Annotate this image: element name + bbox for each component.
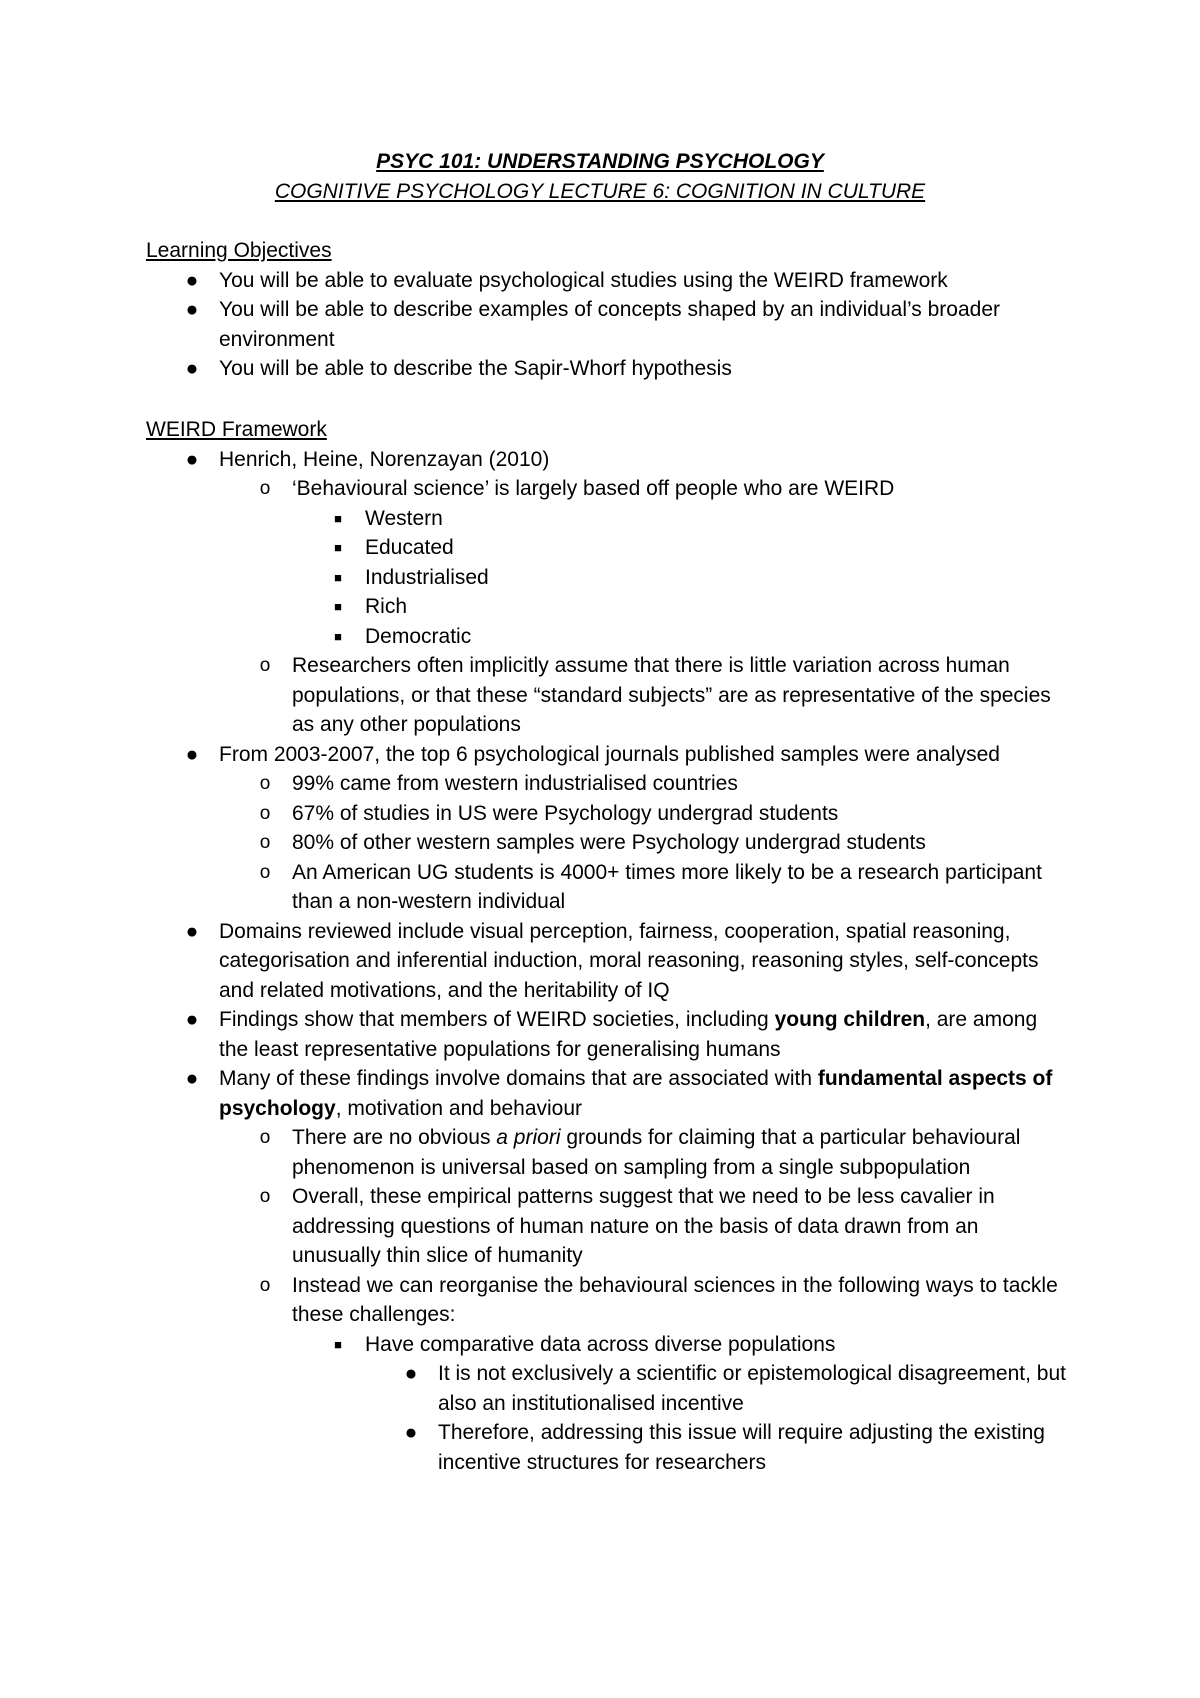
weird-list — [146, 445, 1066, 1478]
list-item: o 99% came from western industrialised countries — [292, 769, 1066, 799]
list-item: o An American UG students is 4000+ times more likely to be a research participant than a non-western individual — [292, 858, 1066, 917]
learning-objectives-heading: Learning Objectives — [146, 239, 332, 262]
list-item: o Instead we can reorganise the behavioural sciences in the following ways to tackle these challenges: ■ Have comparative data across diverse populations ● It is not exclusively a scientific or epistemological disagreement, but also an institutionalised incentive ● Therefore, addressing this issue will require adjusting the existing incentive structures for researchers — [292, 1271, 1066, 1478]
list-item: ● You will be able to describe the Sapir-Whorf hypothesis — [219, 354, 1066, 384]
square-bullet-icon: ■ — [334, 599, 342, 614]
list-item: ■ Democratic — [365, 622, 1066, 652]
list-item: ■ Rich — [365, 592, 1066, 622]
bullet-icon: ● — [185, 268, 199, 292]
bullet-icon: ● — [185, 1067, 199, 1090]
bullet-icon: ● — [404, 1421, 418, 1444]
list-item: ● Henrich, Heine, Norenzayan (2010) o ‘Behavioural science’ is largely based off people who are WEIRD ■ Western ■ Educated ■ Industrialised ■ Rich ■ Democratic o Researchers often implicitly assume that there is little variation across human populations, or that these “standard subjects” are as representative of the species as any other populations — [219, 445, 1066, 740]
bullet-icon: ● — [185, 1008, 199, 1031]
bullet-icon: ● — [185, 357, 199, 380]
list-item: ● Many of these findings involve domains that are associated with fundamental aspects of psychology, motivation and behaviour o There are no obvious a priori grounds for claiming that a particular behavioural phenomenon is universal based on sampling from a single subpopulation o Overall, these empirical patterns suggest that we need to be less cavalier in addressing questions of human nature on the basis of data drawn from an unusually thin slice of humanity o Instead we can reorganise the behavioural sciences in the following ways to tackle these challenges: ■ Have comparative data across diverse populations ● It is not exclusively a scientific or epistemological disagreement, but also an institutionalised incentive ● Therefore, addressing this issue will require adjusting the existing incentive structures for researchers — [219, 1064, 1066, 1477]
square-bullet-icon: ■ — [334, 569, 342, 585]
weird-framework-section — [146, 415, 1066, 1477]
list-item: ■ Industrialised — [365, 563, 1066, 593]
circle-bullet-icon: o — [259, 861, 271, 883]
list-item: ● From 2003-2007, the top 6 psychological journals published samples were analysed o 99% came from western industrialised countries o 67% of studies in US were Psychology undergrad students o 80% of other western samples were Psychology undergrad students o An American UG students is 4000+ times more likely to be a research participant than a non-western individual — [219, 740, 1066, 917]
bullet-icon: ● — [185, 447, 199, 471]
list-item: o Researchers often implicitly assume that there is little variation across human populations, or that these “standard subjects” are as representative of the species as any other populations — [292, 651, 1066, 740]
list-item: ● You will be able to evaluate psychological studies using the WEIRD framework — [219, 266, 1066, 296]
list-item: ■ Western — [365, 504, 1066, 534]
circle-bullet-icon: o — [259, 773, 271, 794]
circle-bullet-icon: o — [259, 1186, 271, 1207]
list-item: o 67% of studies in US were Psychology undergrad students — [292, 799, 1066, 829]
circle-bullet-icon: o — [259, 478, 271, 499]
square-bullet-icon: ■ — [334, 1336, 342, 1352]
square-bullet-icon: ■ — [334, 628, 342, 644]
list-item: o There are no obvious a priori grounds for claiming that a particular behavioural phenomenon is universal based on sampling from a single subpopulation — [292, 1123, 1066, 1182]
lecture-subtitle: COGNITIVE PSYCHOLOGY LECTURE 6: COGNITION IN CULTURE — [274, 179, 926, 203]
circle-bullet-icon: o — [259, 1274, 271, 1296]
list-item: o Overall, these empirical patterns suggest that we need to be less cavalier in addressing questions of human nature on the basis of data drawn from an unusually thin slice of humanity — [292, 1182, 1066, 1271]
list-item: ■ Have comparative data across diverse populations ● It is not exclusively a scientific or epistemological disagreement, but also an institutionalised incentive ● Therefore, addressing this issue will require adjusting the existing incentive structures for researchers — [365, 1330, 1066, 1478]
circle-bullet-icon: o — [259, 802, 271, 824]
objectives-list — [146, 266, 1066, 384]
list-item: ● Findings show that members of WEIRD societies, including young children, are among the least representative populations for generalising humans — [219, 1005, 1066, 1064]
circle-bullet-icon: o — [259, 655, 271, 676]
bullet-icon: ● — [185, 919, 199, 943]
bullet-icon: ● — [185, 298, 199, 321]
list-item: ● It is not exclusively a scientific or epistemological disagreement, but also an institutionalised incentive — [438, 1359, 1066, 1418]
circle-bullet-icon: o — [259, 1127, 271, 1148]
list-item: o 80% of other western samples were Psychology undergrad students — [292, 828, 1066, 858]
list-item: o ‘Behavioural science’ is largely based off people who are WEIRD ■ Western ■ Educated ■ Industrialised ■ Rich ■ Democratic — [292, 474, 1066, 651]
list-item: ● Domains reviewed include visual perception, fairness, cooperation, spatial reasoning, categorisation and inferential induction, moral reasoning, reasoning styles, self-concepts and related motivations, and the heritability of IQ — [219, 917, 1066, 1006]
course-title: PSYC 101: UNDERSTANDING PSYCHOLOGY — [376, 150, 824, 173]
list-item: ■ Educated — [365, 533, 1066, 563]
square-bullet-icon: ■ — [334, 510, 342, 526]
bullet-icon: ● — [185, 742, 199, 766]
list-item: ● You will be able to describe examples of concepts shaped by an individual’s broader environment — [219, 295, 1066, 354]
bullet-icon: ● — [404, 1362, 418, 1385]
square-bullet-icon: ■ — [334, 540, 342, 555]
weird-framework-heading: WEIRD Framework — [146, 418, 327, 441]
circle-bullet-icon: o — [259, 832, 271, 853]
list-item: ● Therefore, addressing this issue will require adjusting the existing incentive structures for researchers — [438, 1418, 1066, 1477]
learning-objectives-section — [146, 236, 1066, 384]
document-header — [0, 147, 1200, 206]
